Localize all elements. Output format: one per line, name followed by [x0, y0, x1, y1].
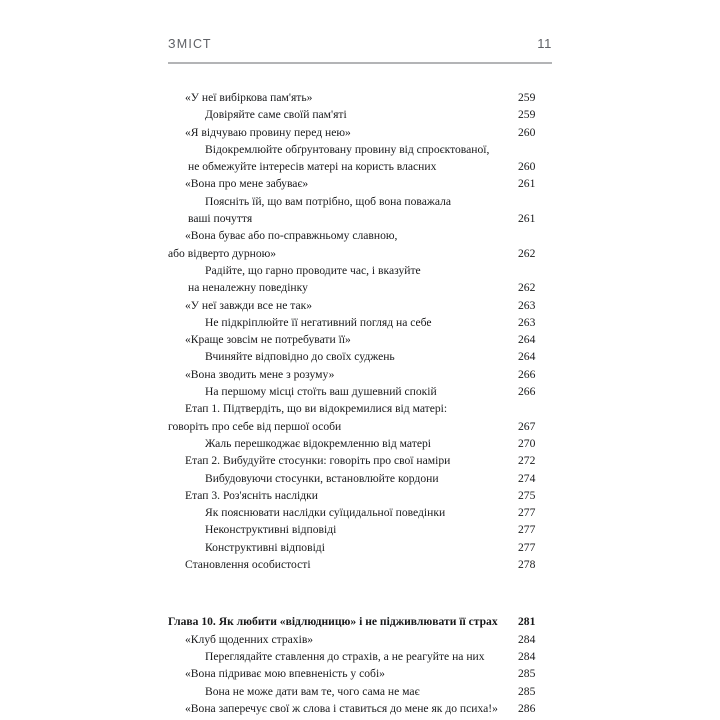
- toc-entry[interactable]: [168, 124, 552, 141]
- toc-entry[interactable]: [168, 435, 552, 452]
- running-header-title: ЗМІСТ: [168, 37, 212, 51]
- toc-entry-title: Вчиняйте відповідно до своїх суджень: [205, 350, 395, 364]
- toc-entry-title: «Клуб щоденних страхів»: [185, 632, 314, 646]
- toc-entry[interactable]: [168, 631, 552, 648]
- toc-entry[interactable]: [168, 175, 552, 192]
- toc-entry-page-number: 277: [518, 540, 536, 554]
- toc-entry-page-number: 266: [518, 385, 536, 399]
- toc-entry-title: Жаль перешкоджає відокремленню від матері: [205, 436, 432, 450]
- toc-entry[interactable]: [168, 683, 552, 700]
- toc-entry-title: Неконструктивні відповіді: [205, 523, 337, 537]
- toc-entry-title: На першому місці стоїть ваш душевний спокій: [205, 385, 437, 399]
- toc-entry-title: «Вона зводить мене з розуму»: [185, 367, 335, 381]
- toc-entry[interactable]: [168, 556, 552, 573]
- toc-entry-page-number: 277: [518, 506, 536, 520]
- toc-entry-title: Радійте, що гарно проводите час, і вказуйте на неналежну поведінку: [205, 262, 500, 297]
- toc-entry-title: Відокремлюйте обґрунтовану провину від спроєктованої, не обмежуйте інтересів матері на користь власних: [205, 141, 500, 176]
- toc-entry-title-continuation: ваші почуття: [188, 212, 253, 226]
- toc-entry-title-continuation: на неналежну поведінку: [188, 281, 308, 295]
- toc-entry-title: Глава 10. Як любити «відлюдницю» і не підживлювати її страх: [168, 615, 498, 629]
- toc-entry[interactable]: [168, 383, 552, 400]
- toc-entry-page-number: 264: [518, 333, 536, 347]
- toc-entry[interactable]: [168, 297, 552, 314]
- toc-entry-title-continuation: говоріть про себе від першої особи: [168, 419, 342, 433]
- running-header-page-number: 11: [537, 36, 552, 51]
- toc-entry-title: Вибудовуючи стосунки, встановлюйте кордони: [205, 471, 439, 485]
- toc-entry-title: «Вона буває або по-справжньому славною, або відверто дурною»: [185, 227, 500, 262]
- toc-entry-title: Не підкріплюйте її негативний погляд на себе: [205, 315, 432, 329]
- toc-entry[interactable]: [168, 366, 552, 383]
- toc-entry[interactable]: [168, 487, 552, 504]
- toc-entry-page-number: 259: [518, 108, 536, 122]
- toc-entry-page-number: 286: [518, 701, 536, 715]
- toc-entry-page-number: 278: [518, 558, 536, 572]
- toc-entry-title: «Вона заперечує свої ж слова і ставиться до мене як до психа!»: [185, 701, 498, 715]
- header-rule: [168, 62, 552, 64]
- toc-entry[interactable]: [168, 262, 552, 297]
- toc-entry-page-number: 262: [518, 246, 536, 260]
- toc-entry-title-continuation: не обмежуйте інтересів матері на користь власних: [188, 160, 437, 174]
- toc-entry-title: «Вона підриває мою впевненість у собі»: [185, 667, 385, 681]
- toc-entry-title: «Я відчуваю провину перед нею»: [185, 125, 351, 139]
- toc-entry[interactable]: [168, 470, 552, 487]
- toc-entry-title: «Краще зовсім не потребувати її»: [185, 333, 351, 347]
- toc-entry-page-number: 260: [518, 160, 536, 174]
- toc-entry[interactable]: [168, 648, 552, 665]
- toc-entry[interactable]: [168, 193, 552, 228]
- table-of-contents: [168, 89, 552, 717]
- toc-chapter-entry[interactable]: [168, 613, 552, 630]
- toc-entry[interactable]: [168, 452, 552, 469]
- toc-entry-title: Етап 2. Вибудуйте стосунки: говоріть про свої наміри: [185, 454, 451, 468]
- toc-entry-page-number: 264: [518, 350, 536, 364]
- toc-entry-page-number: 285: [518, 667, 536, 681]
- toc-entry-page-number: 260: [518, 125, 536, 139]
- toc-entry[interactable]: [168, 106, 552, 123]
- toc-entry-title: «Вона про мене забуває»: [185, 177, 309, 191]
- toc-entry-page-number: 270: [518, 436, 536, 450]
- toc-entry-title: «У неї вибіркова пам'ять»: [185, 91, 313, 104]
- toc-entry-page-number: 277: [518, 523, 536, 537]
- toc-entry-title: Переглядайте ставлення до страхів, а не реагуйте на них: [205, 649, 485, 663]
- toc-entry-page-number: 266: [518, 367, 536, 381]
- toc-entry-page-number: 275: [518, 488, 536, 502]
- toc-entry[interactable]: [168, 314, 552, 331]
- toc-entry-title: «У неї завжди все не так»: [185, 298, 313, 312]
- toc-entry-title: Як пояснювати наслідки суїцидальної поведінки: [205, 506, 446, 520]
- toc-entry[interactable]: [168, 141, 552, 176]
- toc-entry-title-continuation: або відверто дурною»: [168, 246, 277, 260]
- toc-entry-page-number: 261: [518, 177, 536, 191]
- toc-entry[interactable]: [168, 348, 552, 365]
- toc-entry-page-number: 263: [518, 315, 536, 329]
- toc-entry-page-number: 285: [518, 684, 536, 698]
- toc-entry-page-number: 274: [518, 471, 536, 485]
- toc-entry-title: Поясніть їй, що вам потрібно, щоб вона поважала ваші почуття: [205, 193, 500, 228]
- toc-entry-title: Етап 1. Підтвердіть, що ви відокремилися від матері: говоріть про себе від першої особи: [185, 400, 500, 435]
- toc-entry-page-number: 284: [518, 632, 536, 646]
- toc-entry-page-number: 263: [518, 298, 536, 312]
- running-header: [168, 36, 552, 51]
- toc-entry[interactable]: [168, 400, 552, 435]
- toc-entry[interactable]: [168, 665, 552, 682]
- toc-entry-title: Вона не може дати вам те, чого сама не має: [205, 684, 420, 698]
- toc-entry-page-number: 261: [518, 212, 536, 226]
- toc-entry[interactable]: [168, 89, 552, 106]
- toc-entry-page-number: 262: [518, 281, 536, 295]
- toc-entry[interactable]: [168, 331, 552, 348]
- toc-entry-title: Становлення особистості: [185, 558, 311, 572]
- toc-entry-page-number: 267: [518, 419, 536, 433]
- toc-entry-title: Конструктивні відповіді: [205, 540, 325, 554]
- toc-entry[interactable]: [168, 227, 552, 262]
- toc-entry[interactable]: [168, 700, 552, 717]
- toc-entry-title: Довіряйте саме своїй пам'яті: [205, 108, 347, 122]
- toc-entry[interactable]: [168, 539, 552, 556]
- toc-entry-title: Етап 3. Роз'ясніть наслідки: [185, 488, 318, 502]
- toc-entry-page-number: 284: [518, 649, 536, 663]
- toc-entry-page-number: 259: [518, 91, 536, 104]
- toc-entry-page-number: 281: [518, 615, 536, 629]
- toc-entry[interactable]: [168, 521, 552, 538]
- toc-entry-page-number: 272: [518, 454, 536, 468]
- toc-entry[interactable]: [168, 504, 552, 521]
